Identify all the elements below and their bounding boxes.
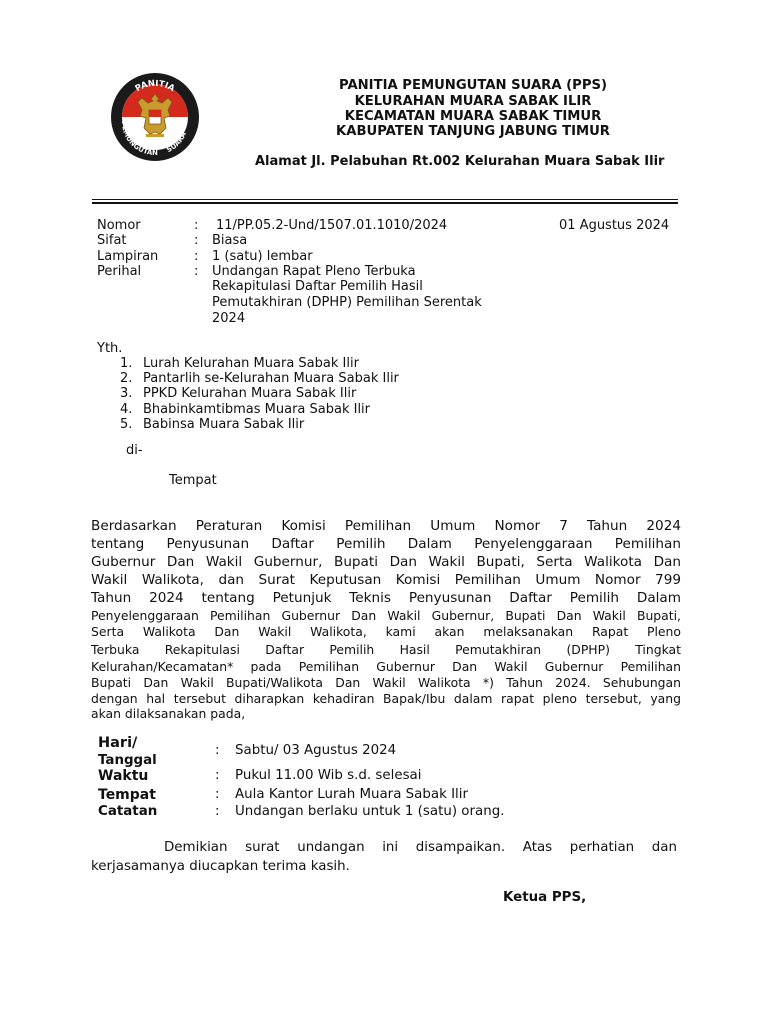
recipient-item: Pantarlih se-Kelurahan Muara Sabak Ilir bbox=[143, 371, 399, 386]
recipient-item: Lurah Kelurahan Muara Sabak Ilir bbox=[143, 356, 359, 371]
recipient-number: 1. bbox=[120, 356, 133, 371]
waktu-value: Pukul 11.00 Wib s.d. selesai bbox=[235, 768, 422, 783]
di-label: di- bbox=[126, 443, 143, 458]
recipient-item: Babinsa Muara Sabak Ilir bbox=[143, 417, 305, 432]
perihal-label: Perihal bbox=[97, 264, 142, 279]
catatan-value: Undangan berlaku untuk 1 (satu) orang. bbox=[235, 804, 505, 819]
waktu-label: Waktu bbox=[98, 768, 149, 784]
recipient-number: 4. bbox=[120, 402, 133, 417]
tempat-label: Tempat bbox=[169, 473, 217, 488]
perihal-colon: : bbox=[194, 264, 199, 279]
catatan-colon: : bbox=[215, 804, 220, 819]
logo-ring-left: PEMUNGUTAN bbox=[119, 120, 158, 158]
signature-title: Ketua PPS, bbox=[503, 890, 587, 905]
header-line-4: KABUPATEN TANJUNG JABUNG TIMUR bbox=[336, 124, 610, 139]
nomor-colon: : bbox=[194, 218, 199, 233]
header-line-2: KELURAHAN MUARA SABAK ILIR bbox=[354, 94, 592, 109]
perihal-line: Pemutakhiran (DPHP) Pemilihan Serentak bbox=[212, 295, 482, 310]
body-line: Wakil Walikota, dan Surat Keputusan Komisi Pemilihan Umum Nomor 799 bbox=[91, 572, 681, 588]
recipient-number: 5. bbox=[120, 417, 133, 432]
body-line: Gubernur Dan Wakil Gubernur, Bupati Dan Wakil Bupati, Serta Walikota Dan bbox=[91, 554, 681, 570]
body-line: dengan hal tersebut diharapkan kehadiran Bapak/Ibu dalam rapat pleno tersebut, yang bbox=[91, 691, 681, 706]
pps-logo bbox=[110, 72, 200, 162]
letter-date: 01 Agustus 2024 bbox=[559, 218, 670, 233]
logo-top-text: PANITIA bbox=[133, 78, 177, 95]
tempat-event-label: Tempat bbox=[98, 787, 156, 803]
lampiran-value: 1 (satu) lembar bbox=[212, 249, 313, 264]
recipient-number: 3. bbox=[120, 386, 133, 401]
logo-ring-right: SUARA bbox=[165, 130, 188, 155]
catatan-label: Catatan bbox=[98, 804, 158, 819]
lampiran-label: Lampiran bbox=[97, 249, 159, 264]
body-line: tentang Penyusunan Daftar Pemilih Dalam Penyelenggaraan Pemilihan bbox=[91, 536, 681, 552]
hari-label: Hari/ bbox=[98, 735, 138, 751]
hari-value: Sabtu/ 03 Agustus 2024 bbox=[235, 743, 397, 758]
perihal-line: 2024 bbox=[212, 311, 246, 326]
body-line: Serta Walikota Dan Wakil Walikota, kami akan melaksanakan Rapat Pleno bbox=[91, 624, 681, 639]
body-line: Berdasarkan Peraturan Komisi Pemilihan Umum Nomor 7 Tahun 2024 bbox=[91, 518, 681, 534]
sifat-label: Sifat bbox=[97, 233, 127, 248]
sifat-value: Biasa bbox=[212, 233, 248, 248]
tanggal-label: Tanggal bbox=[98, 753, 157, 768]
body-line: Terbuka Rekapitulasi Daftar Pemilih Hasil Pemutakhiran (DPHP) Tingkat bbox=[91, 642, 681, 657]
header-address: Alamat Jl. Pelabuhan Rt.002 Kelurahan Muara Sabak Ilir bbox=[255, 154, 665, 169]
yth-label: Yth. bbox=[97, 341, 123, 356]
body-line: Tahun 2024 tentang Petunjuk Teknis Penyusunan Daftar Pemilih Dalam bbox=[91, 590, 681, 606]
lampiran-colon: : bbox=[194, 249, 199, 264]
header-rule-thin bbox=[92, 199, 678, 200]
nomor-value: 11/PP.05.2-Und/1507.01.1010/2024 bbox=[216, 218, 448, 233]
recipient-number: 2. bbox=[120, 371, 133, 386]
hari-colon: : bbox=[215, 743, 220, 758]
perihal-line: Rekapitulasi Daftar Pemilih Hasil bbox=[212, 279, 423, 294]
body-line: Bupati Dan Wakil Bupati/Walikota Dan Wakil Walikota *) Tahun 2024. Sehubungan bbox=[91, 675, 681, 690]
tempat-colon: : bbox=[215, 787, 220, 802]
waktu-colon: : bbox=[215, 768, 220, 783]
recipient-item: Bhabinkamtibmas Muara Sabak Ilir bbox=[143, 402, 371, 417]
recipient-item: PPKD Kelurahan Muara Sabak Ilir bbox=[143, 386, 357, 401]
perihal-line: Undangan Rapat Pleno Terbuka bbox=[212, 264, 416, 279]
tempat-value: Aula Kantor Lurah Muara Sabak Ilir bbox=[235, 787, 468, 802]
nomor-label: Nomor bbox=[97, 218, 141, 233]
header-line-1: PANITIA PEMUNGUTAN SUARA (PPS) bbox=[338, 78, 608, 93]
body-line: akan dilaksanakan pada, bbox=[91, 706, 246, 721]
closing-line-1: Demikian surat undangan ini disampaikan. Atas perhatian dan bbox=[164, 840, 677, 855]
body-line: Kelurahan/Kecamatan* pada Pemilihan Gubernur Dan Wakil Gubernur Pemilihan bbox=[91, 659, 681, 674]
header-line-3: KECAMATAN MUARA SABAK TIMUR bbox=[344, 109, 602, 124]
header-rule-thick bbox=[92, 202, 678, 204]
body-line: Penyelenggaraan Pemilihan Gubernur Dan Wakil Gubernur, Bupati Dan Wakil Bupati, bbox=[91, 608, 681, 623]
sifat-colon: : bbox=[194, 233, 199, 248]
closing-line-2: kerjasamanya diucapkan terima kasih. bbox=[91, 859, 350, 874]
